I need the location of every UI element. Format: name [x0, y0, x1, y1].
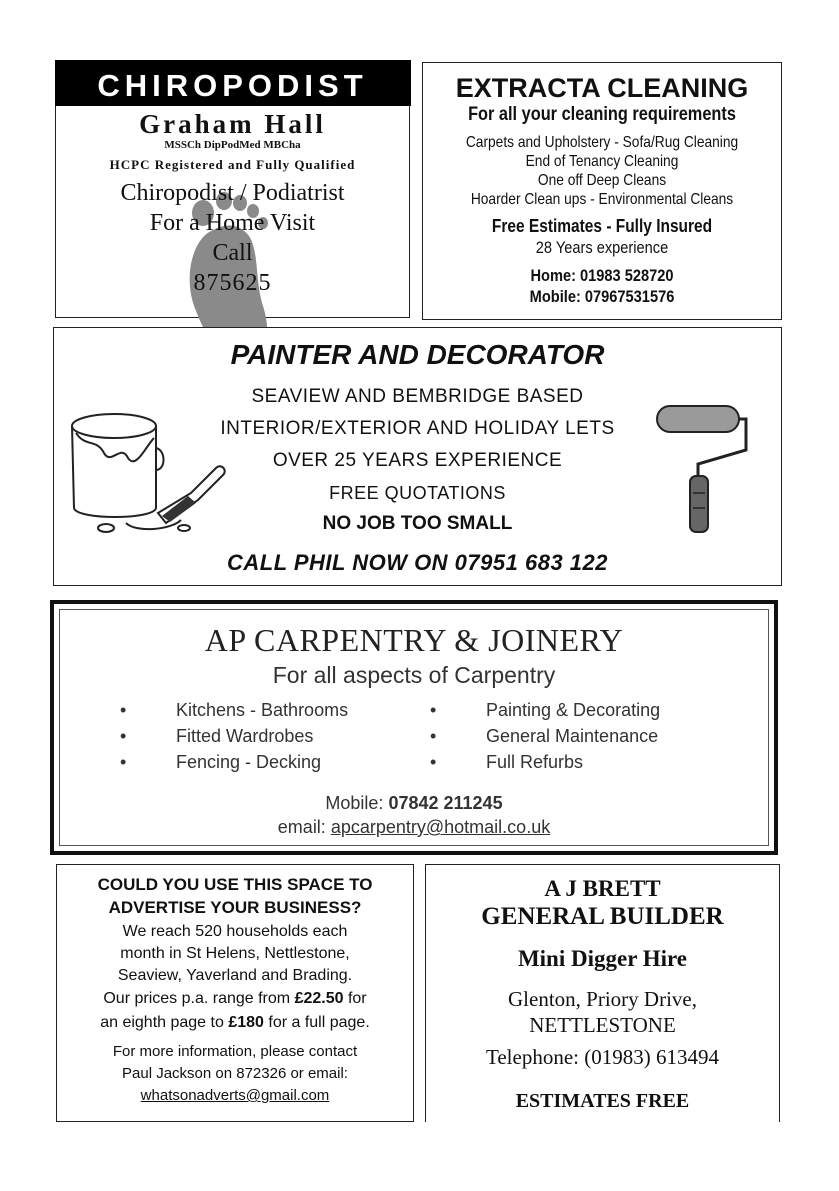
paint-roller-icon [652, 398, 752, 538]
advertise-advert [56, 864, 414, 1122]
extracta-service: One off Deep Cleans [537, 172, 667, 189]
painter-advert [53, 327, 782, 586]
advertise-line: month in St Helens, Nettlestone, [120, 945, 350, 962]
carpentry-title: AP CARPENTRY & JOINERY [204, 622, 624, 658]
advertise-heading: ADVERTISE YOUR BUSINESS? [108, 898, 362, 917]
carpentry-mobile [60, 793, 768, 814]
painter-call: CALL PHIL NOW ON 07951 683 122 [227, 550, 608, 575]
advertise-line: We reach 520 households each [122, 923, 348, 940]
brett-address: NETTLESTONE [529, 1013, 676, 1037]
carpentry-subtitle: For all aspects of Carpentry [272, 662, 556, 688]
brett-trade: GENERAL BUILDER [481, 903, 724, 930]
chiropodist-call-label: Call [212, 239, 253, 266]
extracta-service: End of Tenancy Cleaning [525, 153, 679, 170]
carpentry-bullet-item: • General Maintenance [430, 726, 659, 746]
extracta-mobile [448, 286, 756, 307]
advertise-price-line: Our prices p.a. range from £22.50 for [103, 990, 367, 1007]
extracta-mobile-label: Mobile: [529, 287, 581, 306]
carpentry-bullet-item: • Fencing - Decking [120, 752, 322, 772]
chiropodist-name: Graham Hall [139, 108, 326, 139]
extracta-home [448, 265, 756, 286]
extracta-home-label: Home: [530, 266, 576, 285]
carpentry-email-link[interactable]: apcarpentry@hotmail.co.uk [330, 817, 551, 837]
extracta-estimates: Free Estimates - Fully Insured [491, 216, 713, 236]
brett-address: Glenton, Priory Drive, [508, 987, 697, 1011]
extracta-title: EXTRACTA CLEANING [455, 73, 749, 103]
painter-title: PAINTER AND DECORATOR [230, 339, 605, 370]
painter-line: INTERIOR/EXTERIOR AND HOLIDAY LETS [220, 418, 615, 439]
painter-line: SEAVIEW AND BEMBRIDGE BASED [251, 386, 584, 407]
advertise-contact: For more information, please contact [112, 1043, 358, 1060]
chiropodist-banner: CHIROPODIST [55, 60, 411, 106]
chiropodist-registration: HCPC Registered and Fully Qualified [109, 156, 356, 172]
extracta-experience: 28 Years experience [535, 238, 669, 257]
painter-emphasis: NO JOB TOO SMALL [322, 513, 513, 534]
painter-line: OVER 25 YEARS EXPERIENCE [272, 450, 563, 471]
carpentry-email [60, 817, 768, 838]
advertise-contact: Paul Jackson on 872326 or email: [122, 1065, 348, 1082]
chiropodist-service: For a Home Visit [149, 209, 316, 236]
carpentry-advert [50, 600, 778, 855]
chiropodist-qualifications: MSSCh DipPodMed MBCha [164, 138, 301, 151]
carpentry-email-label: email: [277, 817, 326, 837]
brett-advert [425, 864, 780, 1122]
carpentry-bullet-item: • Kitchens - Bathrooms [120, 700, 349, 720]
advertise-heading: COULD YOU USE THIS SPACE TO [97, 875, 373, 894]
brett-service: Mini Digger Hire [517, 946, 688, 971]
brett-name: A J BRETT [544, 876, 661, 901]
extracta-home-phone: 01983 528720 [580, 266, 674, 285]
brett-telephone: Telephone: (01983) 613494 [486, 1045, 719, 1069]
advertise-price-line: an eighth page to £180 for a full page. [100, 1014, 370, 1031]
chiropodist-role: Chiropodist / Podiatrist [120, 179, 345, 206]
carpentry-bullet-item: • Full Refurbs [430, 752, 584, 772]
extracta-service: Hoarder Clean ups - Environmental Cleans [470, 191, 734, 208]
carpentry-mobile-label: Mobile: [325, 793, 384, 813]
painter-line: FREE QUOTATIONS [329, 483, 506, 503]
extracta-mobile-phone: 07967531576 [584, 287, 675, 306]
carpentry-mobile-number: 07842 211245 [388, 793, 503, 813]
advertise-email[interactable]: whatsonadverts@gmail.com [140, 1087, 330, 1104]
paint-tin-icon [66, 408, 231, 538]
chiropodist-phone: 875625 [193, 269, 272, 296]
extracta-advert [422, 62, 782, 320]
brett-estimates: ESTIMATES FREE [515, 1090, 690, 1112]
chiropodist-advert [55, 60, 410, 318]
extracta-subtitle: For all your cleaning requirements [468, 104, 736, 125]
carpentry-bullet-item: • Fitted Wardrobes [120, 726, 314, 746]
extracta-service: Carpets and Upholstery - Sofa/Rug Cleaning [465, 134, 739, 151]
carpentry-bullet-item: • Painting & Decorating [430, 700, 661, 720]
advertise-line: Seaview, Yaverland and Brading. [117, 967, 353, 984]
